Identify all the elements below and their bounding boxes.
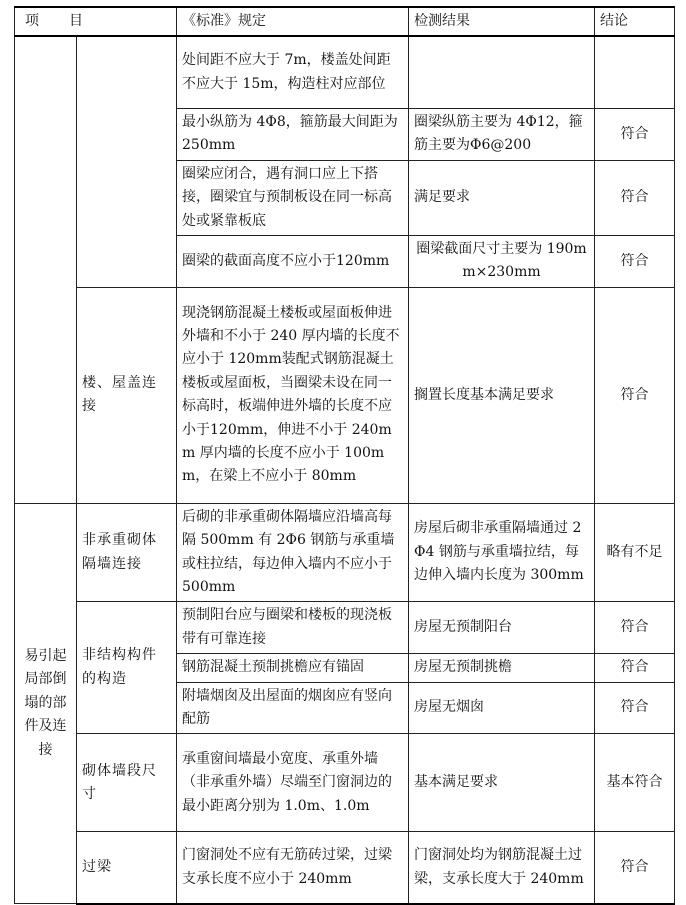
result-cell: 房屋无烟囱 — [409, 682, 595, 734]
header-standard: 《标准》规定 — [177, 7, 409, 36]
result-cell: 基本满足要求 — [409, 734, 595, 832]
category-cell: 易引起局部倒塌的部件及连接 — [15, 503, 77, 904]
standard-cell: 附墙烟囱及出屋面的烟囱应有竖向配筋 — [177, 682, 409, 734]
conclusion-cell: 符合 — [595, 832, 675, 904]
standard-cell: 圈梁的截面高度不应小于120mm — [177, 235, 409, 287]
category-cell-upper — [15, 36, 77, 503]
result-cell — [409, 36, 595, 108]
standard-cell: 门窗洞处不应有无筋砖过梁，过梁支承长度不应小于 240mm — [177, 832, 409, 904]
subcategory-cell: 非承重砌体隔墙连接 — [77, 503, 177, 602]
result-cell: 搁置长度基本满足要求 — [409, 287, 595, 503]
result-cell: 门窗洞处均为钢筋混凝土过梁，支承长度大于 240mm — [409, 832, 595, 904]
conclusion-cell: 符合 — [595, 287, 675, 503]
table-row — [15, 602, 675, 654]
conclusion-cell: 符合 — [595, 160, 675, 235]
result-cell: 满足要求 — [409, 160, 595, 235]
result-cell: 房屋无预制挑檐 — [409, 654, 595, 682]
conclusion-cell: 符合 — [595, 235, 675, 287]
subcategory-cell: 砌体墙段尺寸 — [77, 734, 177, 832]
standard-cell: 现浇钢筋混凝土楼板或屋面板伸进外墙和不小于 240 厚内墙的长度不应小于 120mm装配式钢筋混凝土楼板或屋面板，当圈梁未设在同一标高时，板端伸进外墙的长度不应小于120mm，伸进不小于 240mm 厚内墙的长度不应小于 100mm，在梁上不应小于 80mm — [177, 287, 409, 503]
result-cell: 圈梁截面尺寸主要为 190mm×230mm — [409, 235, 595, 287]
header-item: 项 目 — [15, 7, 177, 36]
standard-cell: 圈梁应闭合，遇有洞口应上下搭接，圈梁宜与预制板设在同一标高处或紧靠板底 — [177, 160, 409, 235]
standard-cell: 处间距不应大于 7m，楼盖处间距不应大于 15m，构造柱对应部位 — [177, 36, 409, 108]
table-header-row — [15, 7, 675, 36]
conclusion-cell: 符合 — [595, 602, 675, 654]
conclusion-cell: 符合 — [595, 654, 675, 682]
standard-cell: 后砌的非承重砌体隔墙应沿墙高每隔 500mm 有 2Φ6 钢筋与承重墙或柱拉结，每边伸入墙内不应小于 500mm — [177, 503, 409, 602]
standard-cell: 预制阳台应与圈梁和楼板的现浇板带有可靠连接 — [177, 602, 409, 654]
conclusion-cell — [595, 36, 675, 108]
standard-cell: 钢筋混凝土预制挑檐应有锚固 — [177, 654, 409, 682]
table-row — [15, 503, 675, 602]
result-cell: 房屋后砌非承重隔墙通过 2Φ4 钢筋与承重墙拉结，每边伸入墙内长度为 300mm — [409, 503, 595, 602]
table-row — [15, 36, 675, 108]
result-cell: 房屋无预制阳台 — [409, 602, 595, 654]
result-cell: 圈梁纵筋主要为 4Φ12，箍筋主要为Φ6@200 — [409, 108, 595, 160]
standard-cell: 承重窗间墙最小宽度、承重外墙（非承重外墙）尽端至门窗洞边的最小距离分别为 1.0m、1.0m — [177, 734, 409, 832]
conclusion-cell: 符合 — [595, 108, 675, 160]
header-result: 检测结果 — [409, 7, 595, 36]
header-conclusion: 结论 — [595, 7, 675, 36]
conclusion-cell: 符合 — [595, 682, 675, 734]
subcategory-cell: 过梁 — [77, 832, 177, 904]
conclusion-cell: 基本符合 — [595, 734, 675, 832]
conclusion-cell: 略有不足 — [595, 503, 675, 602]
standard-cell: 最小纵筋为 4Φ8，箍筋最大间距为 250mm — [177, 108, 409, 160]
subcategory-cell-ring-beam — [77, 36, 177, 287]
table-row — [15, 287, 675, 503]
standard-compliance-table — [14, 6, 675, 905]
table-row — [15, 832, 675, 904]
table-row — [15, 734, 675, 832]
subcategory-cell: 楼、屋盖连接 — [77, 287, 177, 503]
subcategory-cell: 非结构构件的构造 — [77, 602, 177, 734]
